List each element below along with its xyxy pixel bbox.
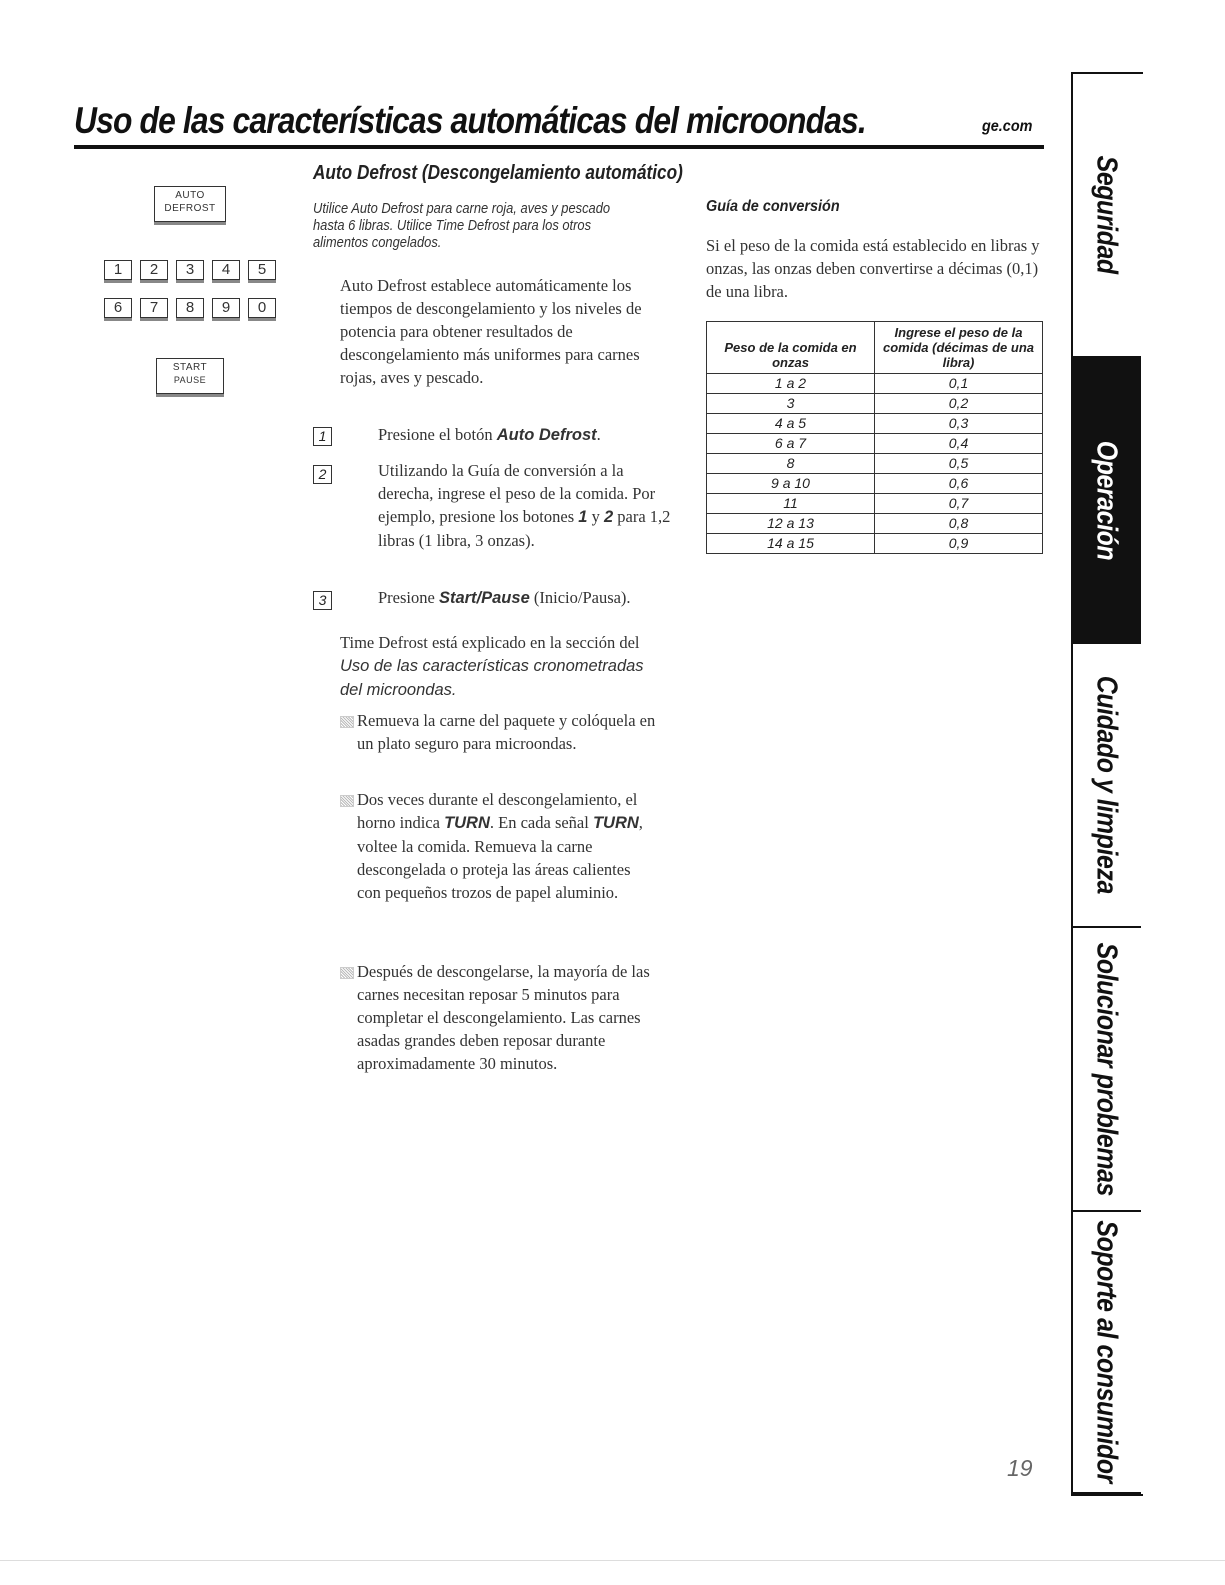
conversion-table <box>706 321 1043 554</box>
table-header-tenths: Ingrese el peso de la comida (décimas de una libra) <box>875 322 1043 374</box>
bullet-2-middle: . En cada señal <box>489 813 593 832</box>
table-row <box>707 474 1043 494</box>
time-defrost-section-ref: Uso de las características cronometradas del microondas. <box>340 657 644 699</box>
table-cell-tenths: 0,8 <box>875 514 1043 534</box>
bullet-icon <box>340 716 354 728</box>
digit-key-9: 9 <box>212 298 240 318</box>
table-row <box>707 514 1043 534</box>
table-row <box>707 374 1043 394</box>
start-pause-key <box>156 358 224 394</box>
bullet-2-before: Dos veces durante el descongelamiento, el horno indica <box>357 790 638 832</box>
table-cell-ounces: 14 a 15 <box>707 534 875 554</box>
table-header-ounces: Peso de la comida en onzas <box>707 322 875 374</box>
bullet-2-text <box>357 788 657 904</box>
tab-cuidado-y-limpieza[interactable] <box>1071 644 1141 928</box>
step-1-text <box>378 423 678 447</box>
time-defrost-note <box>340 631 660 702</box>
auto-defrost-key <box>154 186 226 222</box>
bullet-1-text: Remueva la carne del paquete y colóquela en un plato seguro para microondas. <box>357 711 656 753</box>
table-cell-tenths: 0,1 <box>875 374 1043 394</box>
digit-key-8: 8 <box>176 298 204 318</box>
step-2-bold-2: 2 <box>603 508 614 526</box>
conversion-guide-heading: Guía de conversión <box>706 198 840 215</box>
table-cell-tenths: 0,7 <box>875 494 1043 514</box>
auto-defrost-key-label-1: AUTO <box>175 190 205 201</box>
digit-key-5: 5 <box>248 260 276 280</box>
tab-operacion-label: Operación <box>1090 440 1123 560</box>
bullet-2-turn-2: TURN <box>592 814 639 832</box>
bullet-icon <box>340 967 354 979</box>
table-row <box>707 394 1043 414</box>
tab-soporte-al-consumidor[interactable] <box>1071 1212 1141 1494</box>
table-row <box>707 494 1043 514</box>
step-number-2: 2 <box>313 465 332 484</box>
table-cell-ounces: 3 <box>707 394 875 414</box>
bullet-2-after: , voltee la comida. Remueva la carne descongelada o proteja las áreas calientes con pequeños trozos de papel aluminio. <box>357 813 643 902</box>
table-header-row <box>707 322 1043 374</box>
bottom-rule <box>0 1560 1225 1561</box>
table-row <box>707 534 1043 554</box>
step-2-before: Utilizando la Guía de conversión a la derecha, ingrese el peso de la comida. Por ejemplo, presione los botones <box>378 461 656 526</box>
table-cell-ounces: 11 <box>707 494 875 514</box>
time-defrost-text: Time Defrost está explicado en la sección del <box>340 633 640 652</box>
conversion-guide-text: Si el peso de la comida está establecido en libras y onzas, las onzas deben convertirse a décimas (0,1) de una libra. <box>706 236 1040 301</box>
table-cell-tenths: 0,9 <box>875 534 1043 554</box>
start-pause-key-label-1: START <box>172 362 208 373</box>
step-1-after: . <box>596 425 601 444</box>
page-title: Uso de las características automáticas del microondas. <box>74 100 866 141</box>
tab-solucionar-label: Solucionar problemas <box>1090 942 1123 1196</box>
digit-key-2: 2 <box>140 260 168 280</box>
auto-defrost-key-label-2: DEFROST <box>164 203 216 214</box>
step-number-3: 3 <box>313 591 332 610</box>
table-cell-ounces: 6 a 7 <box>707 434 875 454</box>
tab-operacion[interactable] <box>1071 358 1141 644</box>
section-heading: Auto Defrost (Descongelamiento automático) <box>313 162 683 184</box>
bullet-2-turn-1: TURN <box>444 814 490 832</box>
step-3-after: (Inicio/Pausa). <box>529 588 631 607</box>
table-cell-ounces: 1 a 2 <box>707 374 875 394</box>
table-cell-ounces: 4 a 5 <box>707 414 875 434</box>
start-pause-key-label-2: PAUSE <box>173 375 207 385</box>
section-intro: Utilice Auto Defrost para carne roja, aves y pescado hasta 6 libras. Utilice Time Defrost para los otros alimentos congelados. <box>313 200 611 251</box>
control-panel-illustration <box>76 158 306 386</box>
table-cell-ounces: 8 <box>707 454 875 474</box>
step-2-after: para 1,2 libras (1 libra, 3 onzas). <box>378 507 671 550</box>
digit-key-0: 0 <box>248 298 276 318</box>
step-1-button: Auto Defrost <box>496 426 597 444</box>
step-2-middle: y <box>587 507 604 526</box>
section-description: Auto Defrost establece automáticamente los tiempos de descongelamiento y los niveles de potencia para obtener resultados de descongelamiento más uniformes para carnes rojas, aves y pescado. <box>340 276 642 387</box>
tab-solucionar-problemas[interactable] <box>1071 928 1141 1212</box>
step-3-before: Presione <box>378 588 439 607</box>
bullet-3-text: Después de descongelarse, la mayoría de las carnes necesitan reposar 5 minutos para completar el descongelamiento. Las carnes asadas grandes deben reposar durante aproximadamente 30 minutos. <box>357 962 650 1073</box>
table-row <box>707 454 1043 474</box>
table-cell-ounces: 12 a 13 <box>707 514 875 534</box>
step-number-1: 1 <box>313 427 332 446</box>
table-row <box>707 434 1043 454</box>
table-row <box>707 414 1043 434</box>
bullet-icon <box>340 795 354 807</box>
site-url: ge.com <box>982 118 1033 135</box>
step-3-button: Start/Pause <box>438 589 530 607</box>
digit-key-6: 6 <box>104 298 132 318</box>
table-cell-tenths: 0,3 <box>875 414 1043 434</box>
page-number: 19 <box>1007 1455 1033 1481</box>
digit-key-4: 4 <box>212 260 240 280</box>
digit-key-7: 7 <box>140 298 168 318</box>
tab-seguridad[interactable] <box>1071 74 1141 358</box>
digit-key-1: 1 <box>104 260 132 280</box>
step-2-bold-1: 1 <box>578 508 588 526</box>
digit-key-3: 3 <box>176 260 204 280</box>
table-cell-tenths: 0,4 <box>875 434 1043 454</box>
tab-cuidado-label: Cuidado y limpieza <box>1090 675 1123 895</box>
tab-soporte-label: Soporte al consumidor <box>1090 1220 1123 1484</box>
step-2-text <box>378 459 678 552</box>
step-1-before: Presione el botón <box>378 425 497 444</box>
table-cell-ounces: 9 a 10 <box>707 474 875 494</box>
step-3-text <box>378 586 698 610</box>
table-cell-tenths: 0,5 <box>875 454 1043 474</box>
table-cell-tenths: 0,2 <box>875 394 1043 414</box>
tab-seguridad-label: Seguridad <box>1090 155 1123 275</box>
table-cell-tenths: 0,6 <box>875 474 1043 494</box>
title-rule <box>74 145 1044 149</box>
